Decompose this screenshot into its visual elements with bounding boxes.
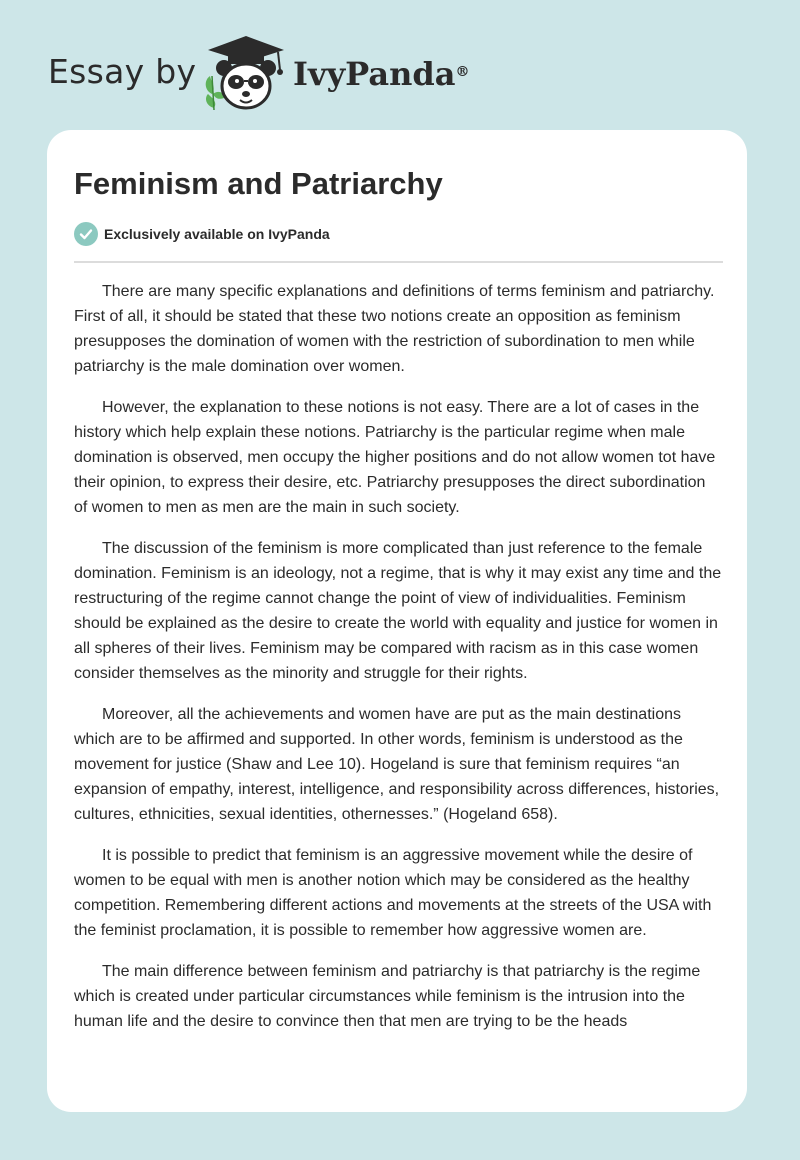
check-circle-icon <box>74 222 98 246</box>
paragraph: The main difference between feminism and patriarchy is that patriarchy is the regime which is created under particular circumstances while feminism is the intrusion into the human life and the desire to convince then that men are trying to be the heads <box>74 963 701 1030</box>
paragraph: However, the explanation to these notions is not easy. There are a lot of cases in the history which help explain these notions. Patriarchy is the particular regime when male domination is observed, men occupy the higher positions and do not allow women tot have their opinion, to express their desire, etc. Patriarchy presupposes the direct subordination of women to men as men are the main in such society. <box>74 399 716 516</box>
title-divider <box>74 261 723 263</box>
exclusive-badge <box>74 222 330 246</box>
page-title: Feminism and Patriarchy <box>74 166 443 201</box>
essay-by-label: Essay by <box>48 52 197 91</box>
exclusive-badge-text: Exclusively available on IvyPanda <box>104 226 330 242</box>
panda-graduate-logo-icon[interactable] <box>198 32 294 112</box>
paragraph: It is possible to predict that feminism is an aggressive movement while the desire of women to be equal with men is another notion which may be considered as the healthy competition. Remembering different actions and movements at the streets of the USA with the feminist proclamation, it is possible to remember how aggressive women are. <box>74 847 712 939</box>
essay-body <box>74 279 722 1050</box>
registered-mark: ® <box>455 64 470 80</box>
paragraph: Moreover, all the achievements and women have are put as the main destinations which are to be affirmed and supported. In other words, feminism is understood as the movement for justice (Shaw and Lee 10). Hogeland is sure that feminism requires “an expansion of empathy, interest, intelligence, and responsibility across differences, histories, cultures, ethnicities, sexual identities, othernesses.” (Hogeland 658). <box>74 706 720 823</box>
paragraph: There are many specific explanations and definitions of terms feminism and patriarchy. First of all, it should be stated that these two notions create an opposition as feminism presupposes the domination of women with the restriction of subordination to men while patriarchy is the male domination over women. <box>74 283 715 375</box>
ivypanda-brand[interactable]: IvyPanda® <box>293 55 470 93</box>
paragraph: The discussion of the feminism is more complicated than just reference to the female domination. Feminism is an ideology, not a regime, that is why it may exist any time and the restructuring of the regime cannot change the point of view of individualities. Feminism should be explained as the desire to create the world with equality and justice for women in all spheres of their lives. Feminism may be compared with racism as in this case women consider themselves as the minority and struggle for their rights. <box>74 540 722 682</box>
essay-card <box>47 130 747 1112</box>
site-header <box>0 0 800 128</box>
